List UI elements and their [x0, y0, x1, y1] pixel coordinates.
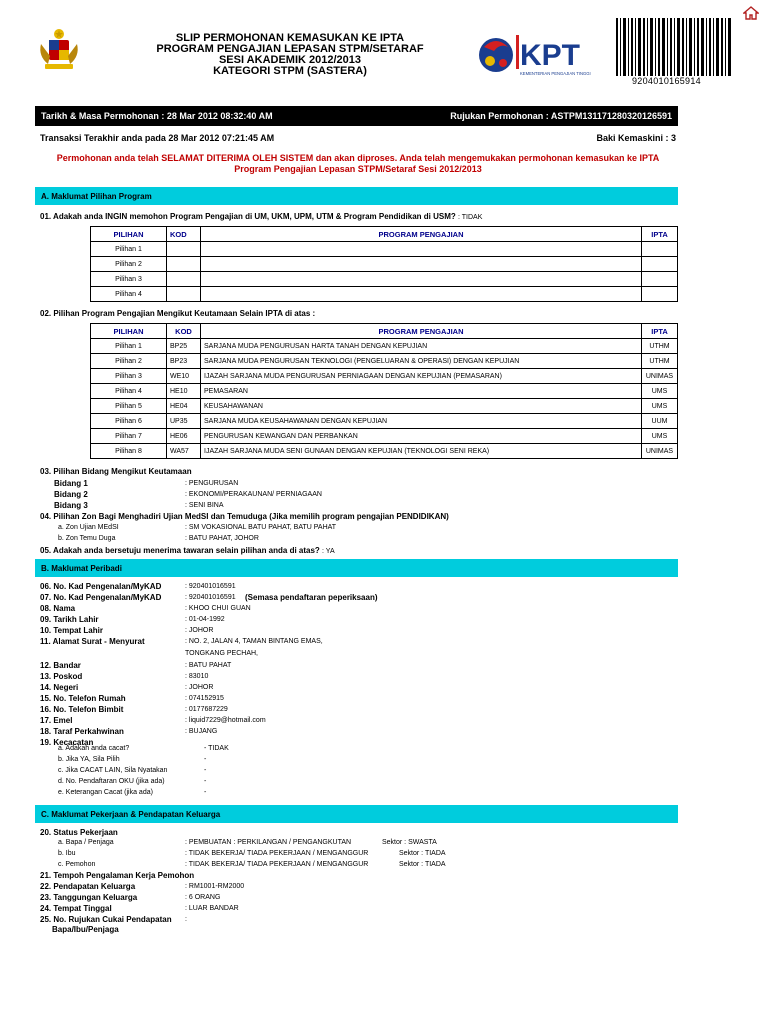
kod-cell — [167, 242, 201, 257]
program-cell — [201, 242, 642, 257]
col-program: PROGRAM PENGAJIAN — [201, 227, 642, 242]
employment-value: : PEMBUATAN : PERKILANGAN / PENGANGKUTAN — [185, 839, 352, 846]
table-row — [91, 354, 678, 369]
pilihan-cell: Pilihan 7 — [91, 429, 167, 444]
kod-cell: WE10 — [167, 369, 201, 384]
bidang-3-label: Bidang 3 — [54, 501, 88, 510]
personal-field-value: : BATU PAHAT — [185, 662, 232, 669]
program-cell: IJAZAH SARJANA MUDA SENI GUNAAN DENGAN KEPUJIAN (TEKNOLOGI SENI REKA) — [201, 444, 642, 459]
title-line-3: SESI AKADEMIK 2012/2013 — [218, 54, 362, 66]
employment-sector: Sektor : TIADA — [399, 861, 446, 868]
col-ipta: IPTA — [642, 324, 678, 339]
family-field-label: 22. Pendapatan Keluarga — [40, 882, 136, 891]
table-row — [91, 287, 678, 302]
family-field-value: : LUAR BANDAR — [185, 905, 239, 912]
disability-label: c. Jika CACAT LAIN, Sila Nyatakan — [58, 767, 168, 774]
notice-line-1: Permohonan anda telah SELAMAT DITERIMA OLEH SISTEM dan akan diproses. Anda telah mengemukakan permohonan kemasukan ke IPTA — [56, 153, 660, 163]
personal-field-label: 07. No. Kad Pengenalan/MyKAD — [40, 593, 162, 602]
question-04: 04. Pilihan Zon Bagi Menghadiri Ujian MedSI dan Temuduga (Jika memilih program pengajian PENDIDIKAN) — [40, 512, 449, 521]
ipta-cell: UMS — [642, 399, 678, 414]
personal-field-label: 06. No. Kad Pengenalan/MyKAD — [40, 582, 162, 591]
kod-cell — [167, 287, 201, 302]
kod-cell — [167, 272, 201, 287]
personal-field-value: : JOHOR — [185, 684, 214, 691]
personal-field-value: : 01-04-1992 — [185, 616, 225, 623]
last-transaction-line — [40, 133, 676, 143]
bidang-2-value: : EKONOMI/PERAKAUNAN/ PERNIAGAAN — [185, 491, 322, 498]
question-01-text: 01. Adakah anda INGIN memohon Program Pengajian di UM, UKM, UPM, UTM & Program Pendidikan di USM? — [40, 212, 456, 221]
program-cell — [201, 287, 642, 302]
personal-field-label: 12. Bandar — [40, 661, 81, 670]
program-table-1 — [90, 226, 678, 302]
program-table-2-body — [91, 339, 678, 459]
pilihan-cell: Pilihan 1 — [91, 339, 167, 354]
personal-field-label: 11. Alamat Surat - Menyurat — [40, 637, 145, 646]
family-field-label: 25. No. Rujukan Cukai Pendapatan — [40, 915, 172, 924]
update-balance: Baki Kemaskini : 3 — [596, 133, 676, 143]
disability-value: - — [204, 767, 207, 774]
col-pilihan: PILIHAN — [91, 324, 167, 339]
personal-field-label: 10. Tempat Lahir — [40, 626, 103, 635]
zone-medsi-value: : SM VOKASIONAL BATU PAHAT, BATU PAHAT — [185, 524, 337, 531]
family-field-label: 24. Tempat Tinggal — [40, 904, 112, 913]
zone-medsi-label: a. Zon Ujian MEdSI — [58, 524, 119, 531]
pilihan-cell: Pilihan 6 — [91, 414, 167, 429]
personal-field-value: : 0177687229 — [185, 706, 228, 713]
program-cell: PEMASARAN — [201, 384, 642, 399]
employment-label: b. Ibu — [58, 850, 76, 857]
personal-field-value: : JOHOR — [185, 627, 214, 634]
program-cell — [201, 257, 642, 272]
disability-value: - — [204, 789, 207, 796]
table-header-row — [91, 227, 678, 242]
disability-value: - — [204, 778, 207, 785]
question-05-text: 05. Adakah anda bersetuju menerima tawaran selain pilihan anda di atas? — [40, 546, 320, 555]
pilihan-cell: Pilihan 1 — [91, 242, 167, 257]
personal-field-value: : 83010 — [185, 673, 209, 680]
program-cell: SARJANA MUDA PENGURUSAN TEKNOLOGI (PENGELUARAN & OPERASI) DENGAN KEPUJIAN — [201, 354, 642, 369]
kpt-text: KPT — [520, 39, 580, 72]
question-02: 02. Pilihan Program Pengajian Mengikut Keutamaan Selain IPTA di atas : — [40, 309, 316, 318]
bidang-1-value: : PENGURUSAN — [185, 480, 239, 487]
personal-field-value: : liquid7229@hotmail.com — [185, 717, 266, 724]
employment-value: : TIDAK BEKERJA/ TIADA PEKERJAAN / MENGANGGUR — [185, 861, 369, 868]
disability-label: e. Keterangan Cacat (jika ada) — [58, 789, 153, 796]
pilihan-cell: Pilihan 3 — [91, 369, 167, 384]
kod-cell: UP35 — [167, 414, 201, 429]
personal-field-value: : 920401016591 — [185, 583, 236, 590]
program-cell: SARJANA MUDA KEUSAHAWANAN DENGAN KEPUJIAN — [201, 414, 642, 429]
last-transaction: Transaksi Terakhir anda pada 28 Mar 2012 07:21:45 AM — [40, 133, 275, 143]
notice-line-2: Program Pengajian Lepasan STPM/Setaraf Sesi 2012/2013 — [234, 164, 482, 174]
question-01-answer: : TIDAK — [458, 214, 483, 221]
ipta-cell: UTHM — [642, 339, 678, 354]
disability-label: d. No. Pendaftaran OKU (jika ada) — [58, 778, 165, 785]
personal-field-label: 18. Taraf Perkahwinan — [40, 727, 124, 736]
kod-cell: BP25 — [167, 339, 201, 354]
family-field-value: : 6 ORANG — [185, 894, 221, 901]
ipta-cell: UMS — [642, 429, 678, 444]
question-03: 03. Pilihan Bidang Mengikut Keutamaan — [40, 467, 192, 476]
employment-label: a. Bapa / Penjaga — [58, 839, 114, 846]
section-a-header: A. Maklumat Pilihan Program — [35, 187, 678, 205]
kod-cell: HE06 — [167, 429, 201, 444]
family-field-value: : — [185, 916, 187, 923]
slip-title — [140, 33, 440, 77]
personal-field-label: 08. Nama — [40, 604, 76, 613]
title-line-4: KATEGORI STPM (SASTERA) — [213, 65, 367, 77]
disability-value: - TIDAK — [204, 745, 229, 752]
ipta-cell — [642, 272, 678, 287]
col-program: PROGRAM PENGAJIAN — [201, 324, 642, 339]
disability-label: a. Adakah anda cacat? — [58, 745, 130, 752]
table-row — [91, 414, 678, 429]
kod-cell: HE10 — [167, 384, 201, 399]
question-05-answer: : YA — [322, 548, 335, 555]
employment-value: : TIDAK BEKERJA/ TIADA PEKERJAAN / MENGANGGUR — [185, 850, 369, 857]
table-row — [91, 429, 678, 444]
table-header-row — [91, 324, 678, 339]
barcode — [608, 18, 736, 78]
application-reference: Rujukan Permohonan : ASTPM131171280320126591 — [450, 111, 672, 121]
personal-field-label: 09. Tarikh Lahir — [40, 615, 99, 624]
ipta-cell: UNIMAS — [642, 369, 678, 384]
personal-field-value: : NO. 2, JALAN 4, TAMAN BINTANG EMAS, — [185, 638, 323, 645]
ipta-cell: UNIMAS — [642, 444, 678, 459]
disability-label: b. Jika YA, Sila Pilih — [58, 756, 120, 763]
barcode-number: 9204010165914 — [632, 76, 701, 86]
table-row — [91, 444, 678, 459]
personal-field-label: 13. Poskod — [40, 672, 83, 681]
pilihan-cell: Pilihan 4 — [91, 287, 167, 302]
kod-cell: HE04 — [167, 399, 201, 414]
table-row — [91, 369, 678, 384]
bidang-2-label: Bidang 2 — [54, 490, 88, 499]
kpt-logo — [476, 27, 600, 81]
pilihan-cell: Pilihan 8 — [91, 444, 167, 459]
table-row — [91, 257, 678, 272]
question-20: 20. Status Pekerjaan — [40, 828, 118, 837]
section-c-header: C. Maklumat Pekerjaan & Pendapatan Keluarga — [35, 805, 678, 823]
program-table-2 — [90, 323, 678, 459]
bidang-1-label: Bidang 1 — [54, 479, 88, 488]
personal-field-value: : BUJANG — [185, 728, 218, 735]
table-row — [91, 272, 678, 287]
personal-field-value: : KHOO CHUI GUAN — [185, 605, 251, 612]
program-cell: KEUSAHAWANAN — [201, 399, 642, 414]
disability-value: - — [204, 756, 207, 763]
section-b-header: B. Maklumat Peribadi — [35, 559, 678, 577]
pilihan-cell: Pilihan 4 — [91, 384, 167, 399]
ipta-cell: UTHM — [642, 354, 678, 369]
program-cell: IJAZAH SARJANA MUDA PENGURUSAN PERNIAGAAN DENGAN KEPUJIAN (PEMASARAN) — [201, 369, 642, 384]
program-table-1-body — [91, 242, 678, 302]
ipta-cell — [642, 257, 678, 272]
personal-field-value: : 920401016591 — [185, 594, 236, 601]
ipta-cell — [642, 287, 678, 302]
application-info-bar — [35, 106, 678, 126]
table-row — [91, 399, 678, 414]
personal-field-value: TONGKANG PECHAH, — [185, 650, 258, 657]
pilihan-cell: Pilihan 5 — [91, 399, 167, 414]
employment-sector: Sektor : TIADA — [399, 850, 446, 857]
kod-cell — [167, 257, 201, 272]
col-kod: KOD — [167, 227, 201, 242]
employment-label: c. Pemohon — [58, 861, 96, 868]
col-kod: KOD — [167, 324, 201, 339]
question-05 — [40, 546, 335, 555]
kod-cell: WA57 — [167, 444, 201, 459]
family-field-label: 23. Tanggungan Keluarga — [40, 893, 138, 902]
bidang-3-value: : SENI BINA — [185, 502, 224, 509]
personal-field-label: 16. No. Telefon Bimbit — [40, 705, 124, 714]
col-pilihan: PILIHAN — [91, 227, 167, 242]
question-25-line2: Bapa/Ibu/Penjaga — [52, 925, 119, 934]
personal-field-label: 14. Negeri — [40, 683, 79, 692]
malaysia-crest-icon — [36, 26, 82, 72]
ipta-cell: UUM — [642, 414, 678, 429]
personal-field-label: 19. Kecacatan — [40, 738, 94, 747]
personal-field-note: (Semasa pendaftaran peperiksaan) — [245, 593, 378, 602]
personal-field-label: 15. No. Telefon Rumah — [40, 694, 126, 703]
pilihan-cell: Pilihan 2 — [91, 257, 167, 272]
ipta-cell — [642, 242, 678, 257]
family-field-value: : RM1001-RM2000 — [185, 883, 245, 890]
kpt-subtitle: KEMENTERIAN PENGAJIAN TINGGI — [520, 71, 591, 76]
program-cell — [201, 272, 642, 287]
zone-interview-value: : BATU PAHAT, JOHOR — [185, 535, 259, 542]
pilihan-cell: Pilihan 3 — [91, 272, 167, 287]
table-row — [91, 339, 678, 354]
application-datetime: Tarikh & Masa Permohonan : 28 Mar 2012 08:32:40 AM — [41, 111, 273, 121]
kod-cell: BP23 — [167, 354, 201, 369]
home-icon[interactable] — [743, 5, 759, 21]
employment-sector: Sektor : SWASTA — [382, 839, 437, 846]
table-row — [91, 384, 678, 399]
program-cell: SARJANA MUDA PENGURUSAN HARTA TANAH DENGAN KEPUJIAN — [201, 339, 642, 354]
personal-field-value: : 074152915 — [185, 695, 224, 702]
success-notice — [40, 153, 676, 175]
table-row — [91, 242, 678, 257]
program-cell: PENGURUSAN KEWANGAN DAN PERBANKAN — [201, 429, 642, 444]
ipta-cell: UMS — [642, 384, 678, 399]
title-line-2: PROGRAM PENGAJIAN LEPASAN STPM/SETARAF — [156, 43, 424, 55]
slip-header — [0, 0, 768, 100]
title-line-1: SLIP PERMOHONAN KEMASUKAN KE IPTA — [175, 32, 405, 44]
question-01 — [40, 212, 482, 221]
col-ipta: IPTA — [642, 227, 678, 242]
pilihan-cell: Pilihan 2 — [91, 354, 167, 369]
question-21: 21. Tempoh Pengalaman Kerja Pemohon — [40, 871, 195, 880]
personal-field-label: 17. Emel — [40, 716, 73, 725]
zone-interview-label: b. Zon Temu Duga — [58, 535, 116, 542]
